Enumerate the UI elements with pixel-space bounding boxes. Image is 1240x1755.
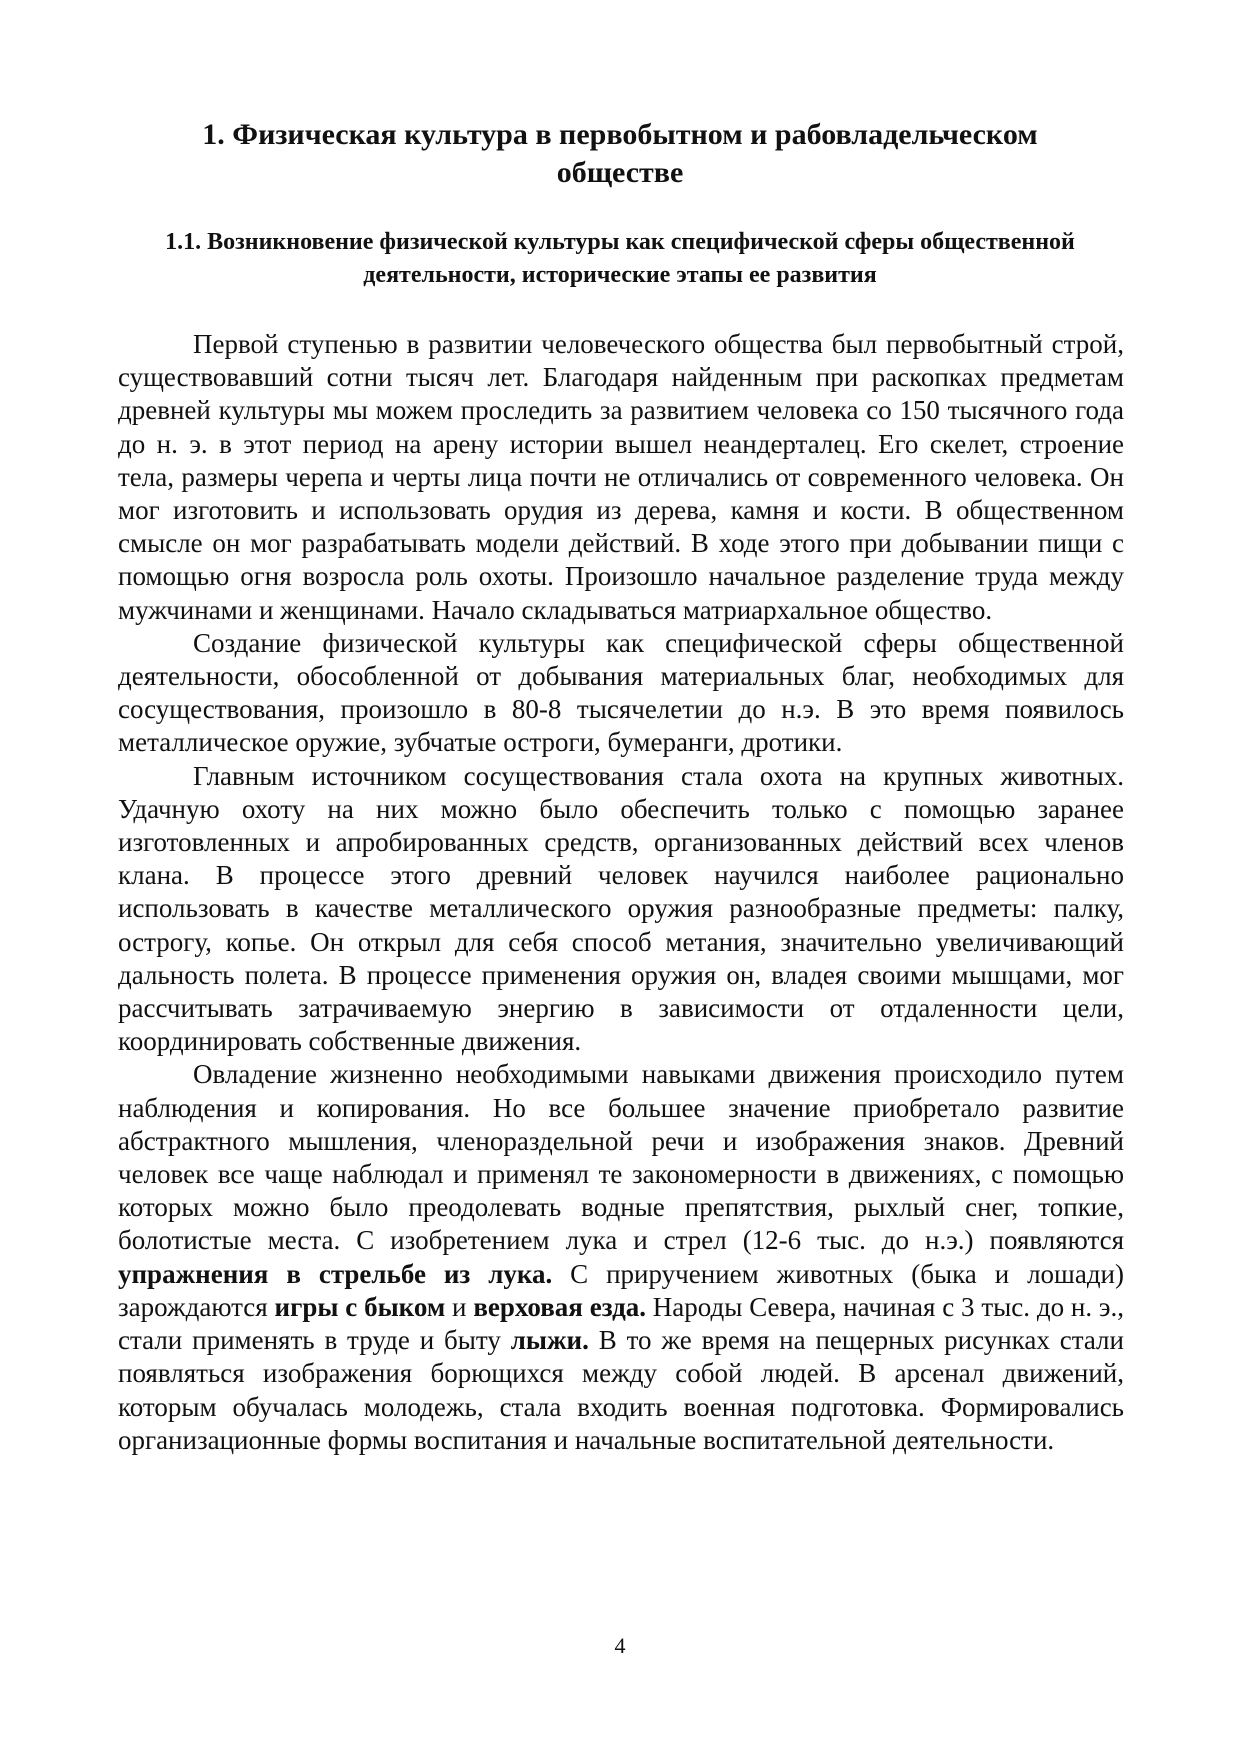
paragraph-4-text-3: и (445, 1291, 474, 1322)
paragraph-2: Создание физической культуры как специфической сферы общественной деятельности, обособленной от добывания материальных благ, необходимых для сосуществования, произошло в 80-8 тысячелетии до н.э. В это время появилось металлическое оружие, зубчатые остроги, бумеранги, дротики. (118, 627, 1124, 758)
page-number: 4 (614, 1633, 626, 1658)
body-text (118, 328, 1124, 1457)
chapter-title: 1. Физическая культура в первобытном и рабовладельческом обществе (202, 118, 1038, 189)
emphasis-skis: лыжи. (510, 1325, 589, 1356)
section-title: 1.1. Возникновение физической культуры как специфической сферы общественной деятельности, исторические этапы ее развития (165, 229, 1075, 288)
paragraph-4-text-4: Народы Севера, начиная с 3 тыс. до н. э., стали применять в труде и быту (118, 1291, 1124, 1356)
emphasis-archery: упражнения в стрельбе из лука. (118, 1258, 553, 1289)
paragraph-4 (118, 1058, 1124, 1456)
paragraph-4-text-1: Овладение жизненно необходимыми навыками движения происходило путем наблюдения и копирования. Но все большее значение приобретало развитие абстрактного мышления, членораздельной речи и изображения знаков. Древний человек все чаще наблюдал и применял те закономерности в движениях, с помощью которых можно было преодолевать водные препятствия, рыхлый снег, топкие, болотистые места. С изобретением лука и стрел (12-6 тыс. до н.э.) появляются (118, 1059, 1124, 1256)
paragraph-4-text-2: С приручением животных (быка и лошади) зарождаются (118, 1258, 1124, 1322)
paragraph-3: Главным источником сосуществования стала охота на крупных животных. Удачную охоту на них можно было обеспечить только с помощью заранее изготовленных и апробированных средств, организованных действий всех членов клана. В процессе этого древний человек научился наиболее рационально использовать в качестве металлического оружия разнообразные предметы: палку, острогу, копье. Он открыл для себя способ метания, значительно увеличивающий дальность полета. В процессе применения оружия он, владея своими мышцами, мог рассчитывать затрачиваемую энергию в зависимости от отдаленности цели, координировать собственные движения. (118, 760, 1124, 1057)
emphasis-bull-games: игры с быком (274, 1291, 446, 1322)
paragraph-1: Первой ступенью в развитии человеческого общества был первобытный строй, существовавший сотни тысяч лет. Благодаря найденным при раскопках предметам древней культуры мы можем проследить за развитием человека со 150 тысячного года до н. э. в этот период на арену истории вышел неандерталец. Его скелет, строение тела, размеры черепа и черты лица почти не отличались от современного человека. Он мог изготовить и использовать орудия из дерева, камня и кости. В общественном смысле он мог разрабатывать модели действий. В ходе этого при добывании пищи с помощью огня возросла роль охоты. Произошло начальное разделение труда между мужчинами и женщинами. Начало складываться матриархальное общество. (118, 329, 1124, 625)
emphasis-horse-riding: верховая езда. (473, 1291, 646, 1322)
paragraph-4-text-5: В то же время на пещерных рисунках стали появляться изображения борющихся между собой людей. В арсенал движений, которым обучалась молодежь, стала входить военная подготовка. Формировались организационные формы воспитания и начальные воспитательной деятельности. (118, 1325, 1124, 1455)
